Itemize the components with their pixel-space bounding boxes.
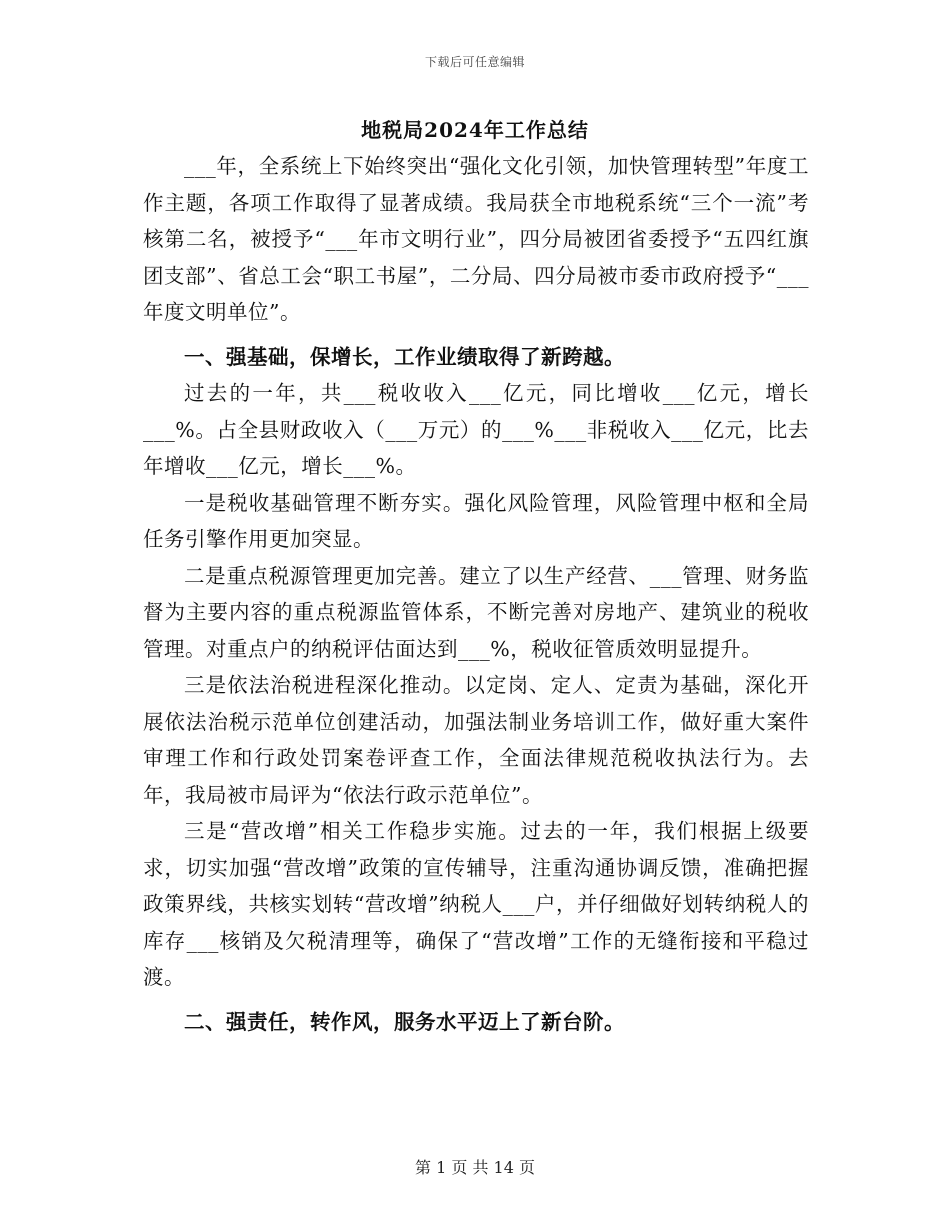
page-number-footer: 第 1 页 共 14 页 — [415, 1158, 535, 1177]
item-tax-foundation-paragraph: 一是税收基础管理不断夯实。强化风险管理，风险管理中枢和全局任务引擎作用更加突显。 — [143, 490, 809, 551]
revenue-paragraph: 过去的一年，共___税收收入___亿元，同比增收___亿元，增长___%。占全县财政收入（___万元）的___%___非税收入___亿元，比去年增收___亿元，增长___%。 — [143, 381, 809, 478]
section-heading-1: 一、强基础，保增长，工作业绩取得了新跨越。 — [184, 344, 625, 369]
header-note: 下载后可任意编辑 — [424, 55, 525, 69]
section-heading-2: 二、强责任，转作风，服务水平迈上了新台阶。 — [184, 1009, 625, 1034]
item-vat-reform-paragraph: 三是“营改增”相关工作稳步实施。过去的一年，我们根据上级要求，切实加强“营改增”政策的宣传辅导，注重沟通协调反馈，准确把握政策界线，共核实划转“营改增”纳税人___户，并仔细做好划转纳税人的库存___核销及欠税清理等，确保了“营改增”工作的无缝衔接和平稳过渡。 — [143, 819, 809, 989]
document-title: 地税局2024年工作总结 — [361, 118, 589, 142]
intro-paragraph: ___年，全系统上下始终突出“强化文化引领，加快管理转型”年度工作主题，各项工作取得了显著成绩。我局获全市地税系统“三个一流”考核第二名，被授予“___年市文明行业”，四分局被团省委授予“五四红旗团支部”、省总工会“职工书屋”，二分局、四分局被市委市政府授予“___年度文明单位”。 — [143, 154, 809, 324]
item-rule-of-law-paragraph: 三是依法治税进程深化推动。以定岗、定人、定责为基础，深化开展依法治税示范单位创建活动，加强法制业务培训工作，做好重大案件审理工作和行政处罚案卷评查工作，全面法律规范税收执法行为。去年，我局被市局评为“依法行政示范单位”。 — [143, 673, 809, 807]
item-key-tax-source-paragraph: 二是重点税源管理更加完善。建立了以生产经营、___管理、财务监督为主要内容的重点税源监管体系，不断完善对房地产、建筑业的税收管理。对重点户的纳税评估面达到___%，税收征管质效明显提升。 — [143, 563, 809, 661]
document-body — [143, 148, 809, 1040]
